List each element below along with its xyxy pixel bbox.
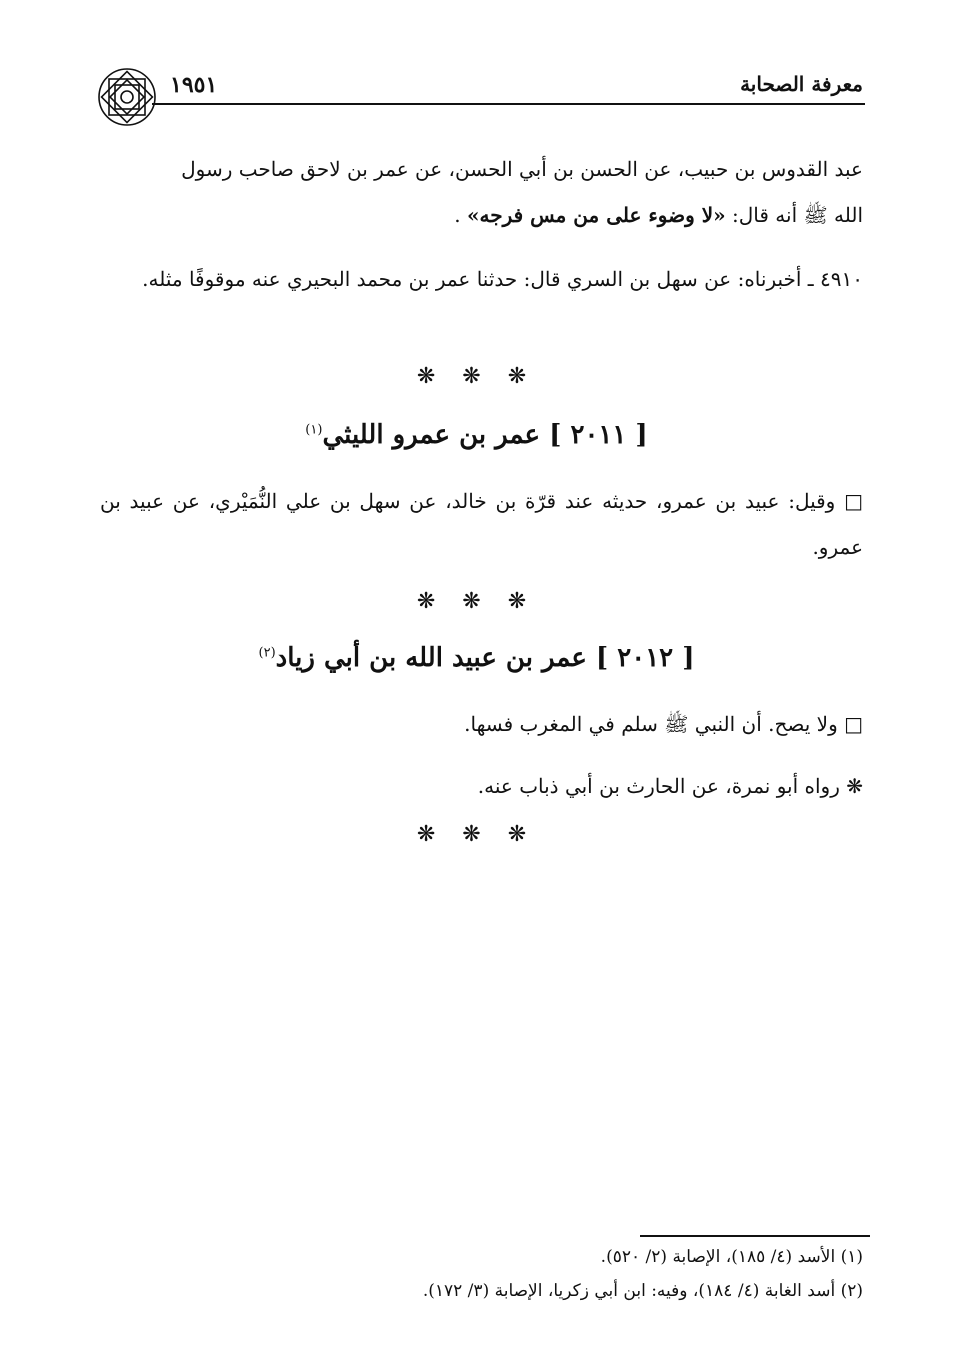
entry-text-2012: □ ولا يصح. أن النبي ﷺ سلم في المغرب فسها.: [464, 712, 863, 736]
entry-text-2011: □ وقيل: عبيد بن عمرو، حديثه عند قرّة بن خالد، عن سهل بن علي النُّمَيْري، عن عبيد بن عمرو.: [100, 489, 863, 559]
hadith-quote: «لا وضوء على من مس فرجه»: [466, 203, 726, 227]
entry-heading-2012: [0, 643, 953, 673]
footnote-1: (١) الأسد (٤/ ١٨٥)، الإصابة (٢/ ٥٢٠).: [600, 1247, 863, 1267]
entry-heading-2011: [0, 420, 953, 450]
footnote-ref: (٢): [258, 645, 276, 661]
entry-narration-2012: ❋ رواه أبو نمرة، عن الحارث بن أبي ذباب عنه.: [477, 774, 863, 798]
paragraph-text: الله ﷺ أنه قال:: [725, 203, 863, 227]
header-rule: [152, 103, 865, 105]
paragraph-line: [100, 192, 863, 238]
footnote-rule: [640, 1235, 870, 1237]
paragraph-4910: ٤٩١٠ ـ أخبرناه: عن سهل بن السري قال: حدثنا عمر بن محمد البحيري عنه موقوفًا مثله.: [142, 267, 863, 291]
footnote-2: (٢) أسد الغابة (٤/ ١٨٤)، وفيه: ابن أبي زكريا، الإصابة (٣/ ١٧٢).: [422, 1281, 863, 1301]
star-separator: ❋ ❋ ❋: [416, 822, 537, 847]
running-head-title: معرفة الصحابة: [740, 72, 863, 96]
paragraph-text: .: [454, 203, 467, 227]
star-separator: ❋ ❋ ❋: [416, 364, 537, 389]
paragraph-hadith: [100, 146, 863, 238]
heading-text: [ ٢٠١٢ ] عمر بن عبيد الله بن أبي زياد: [275, 643, 695, 673]
footnote-ref: (١): [305, 422, 323, 438]
page-number: ١٩٥١: [170, 72, 218, 98]
heading-text: [ ٢٠١١ ] عمر بن عمرو الليثي: [322, 420, 648, 450]
paragraph-line: عبد القدوس بن حبيب، عن الحسن بن أبي الحسن، عن عمر بن لاحق صاحب رسول: [181, 157, 863, 181]
star-ornament-icon: [96, 66, 158, 128]
star-separator: ❋ ❋ ❋: [416, 589, 537, 614]
